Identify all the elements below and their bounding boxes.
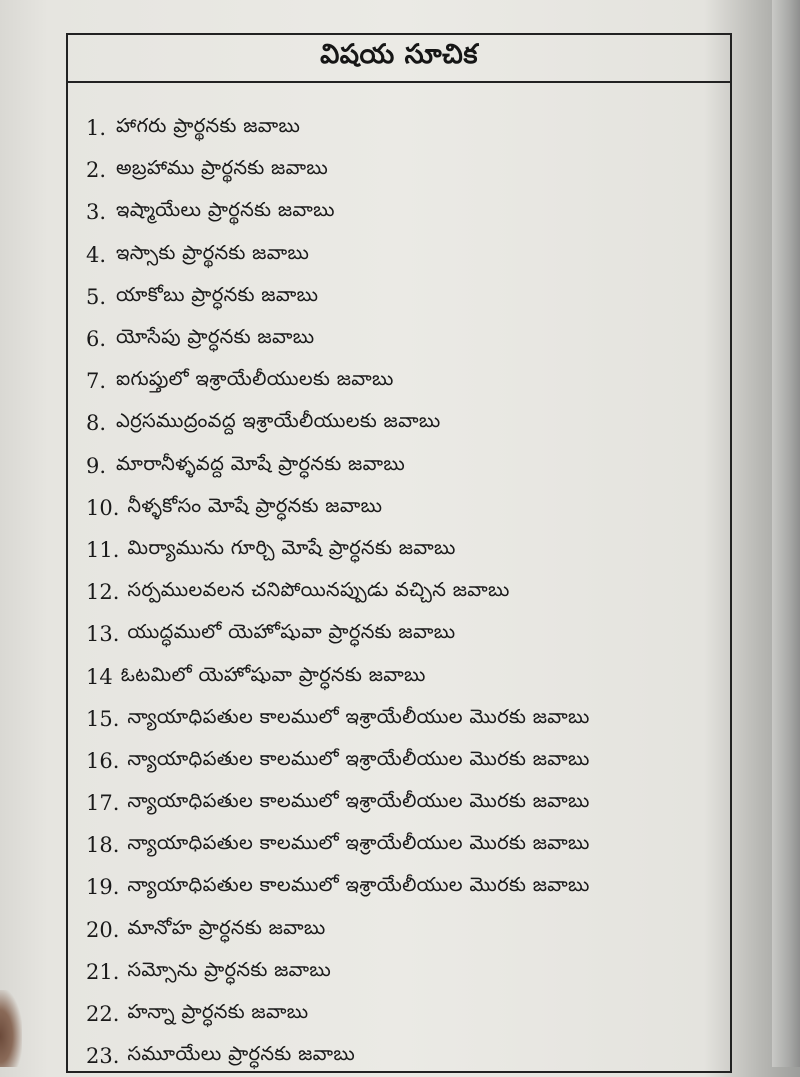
entry-title: యోసేపు ప్రార్ధనకు జవాబు [116,325,315,349]
toc-entry [86,951,716,993]
toc-list [86,107,716,1077]
entry-number: 2. [86,158,107,183]
entry-number: 13. [86,622,120,647]
entry-number: 12. [86,580,120,605]
entry-title: అబ్రహాము ప్రార్థనకు జవాబు [116,156,328,180]
toc-entry [86,571,716,613]
finger-shadow [0,990,22,1067]
toc-entry [86,107,716,149]
entry-number: 14 [86,664,113,689]
entry-number: 23. [86,1044,120,1069]
entry-title: మానోహ ప్రార్ధనకు జవాబు [127,915,326,939]
entry-number: 3. [86,200,107,225]
page-title: విషయ సూచిక [320,39,478,70]
entry-number: 15. [86,706,120,731]
entry-title: ఇస్సాకు ప్రార్థనకు జవాబు [116,240,310,264]
toc-entry [86,445,716,487]
toc-entry [86,782,716,824]
entry-title: ఓటమిలో యెహోషువా ప్రార్ధనకు జవాబు [120,662,426,686]
entry-number: 22. [86,1002,120,1027]
entry-title: సమ్సోను ప్రార్ధనకు జవాబు [127,957,332,981]
entry-number: 10. [86,495,120,520]
entry-number: 6. [86,327,107,352]
entry-title: మారానీళ్ళవద్ద మోషే ప్రార్ధనకు జవాబు [116,451,406,475]
toc-entry [86,824,716,866]
toc-entry [86,613,716,655]
toc-entry [86,993,716,1035]
entry-title: ఎర్రసముద్రంవద్ద ఇశ్రాయేలీయులకు జవాబు [116,409,441,433]
toc-entry [86,1035,716,1077]
toc-entry [86,529,716,571]
toc-entry [86,487,716,529]
entry-title: హాగరు ప్రార్థనకు జవాబు [116,114,301,138]
toc-entry [86,655,716,697]
entry-title: న్యాయాధిపతుల కాలములో ఇశ్రాయేలీయుల మొరకు జవాబు [127,789,590,813]
entry-number: 21. [86,959,120,984]
entry-title: న్యాయాధిపతుల కాలములో ఇశ్రాయేలీయుల మొరకు జవాబు [127,746,590,770]
entry-title: న్యాయాధిపతుల కాలములో ఇశ్రాయేలీయుల మొరకు జవాబు [127,704,590,728]
entry-number: 4. [86,242,107,267]
title-box [68,35,730,83]
entry-number: 1. [86,116,107,141]
entry-title: ఐగుప్తులో ఇశ్రాయేలీయులకు జవాబు [116,367,394,391]
entry-title: హన్నా ప్రార్ధనకు జవాబు [127,1000,309,1024]
entry-title: మిర్యామును గూర్చి మోషే ప్రార్ధనకు జవాబు [127,535,456,559]
toc-entry [86,318,716,360]
entry-number: 9. [86,453,107,478]
toc-entry [86,191,716,233]
entry-title: సమూయేలు ప్రార్ధనకు జవాబు [127,1042,356,1066]
entry-title: న్యాయాధిపతుల కాలములో ఇశ్రాయేలీయుల మొరకు జవాబు [127,831,590,855]
entry-number: 11. [86,537,120,562]
toc-entry [86,402,716,444]
toc-entry [86,698,716,740]
toc-entry [86,866,716,908]
page-edge [772,0,800,1067]
toc-entry [86,740,716,782]
entry-title: న్యాయాధిపతుల కాలములో ఇశ్రాయేలీయుల మొరకు జవాబు [127,873,590,897]
entry-number: 8. [86,411,107,436]
entry-title: యుద్ధములో యెహోషువా ప్రార్ధనకు జవాబు [127,620,456,644]
entry-number: 20. [86,917,120,942]
toc-entry [86,234,716,276]
toc-entry [86,909,716,951]
entry-number: 7. [86,369,107,394]
toc-entry [86,276,716,318]
entry-number: 18. [86,833,120,858]
entry-number: 5. [86,284,107,309]
toc-entry [86,360,716,402]
toc-frame [66,33,732,1073]
entry-number: 16. [86,748,120,773]
entry-title: సర్పములవలన చనిపోయినప్పుడు వచ్చిన జవాబు [127,578,510,602]
entry-title: యాకోబు ప్రార్ధనకు జవాబు [116,282,319,306]
entry-number: 17. [86,791,120,816]
toc-entry [86,149,716,191]
entry-title: నీళ్ళకోసం మోషే ప్రార్ధనకు జవాబు [127,493,383,517]
entry-title: ఇష్మాయేలు ప్రార్థనకు జవాబు [116,198,335,222]
entry-number: 19. [86,875,120,900]
